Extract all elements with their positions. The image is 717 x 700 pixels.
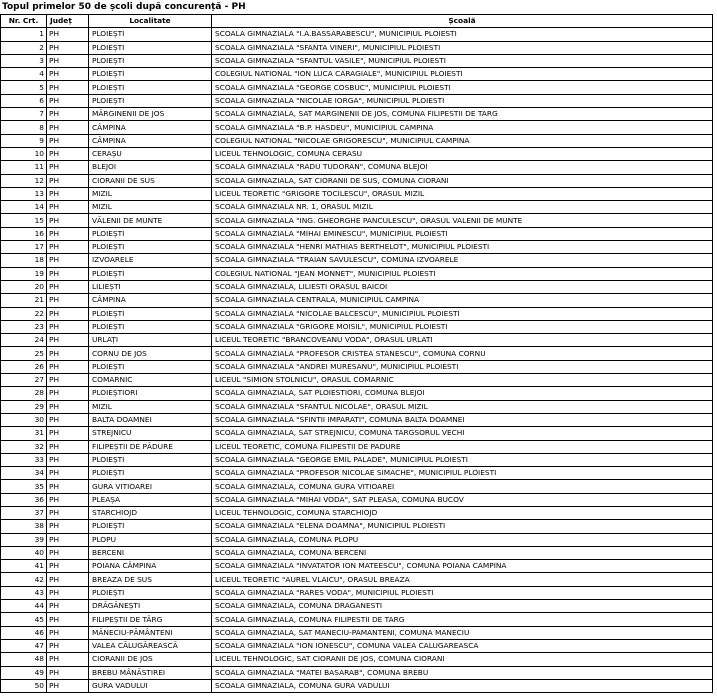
cell-nr: 21: [1, 294, 47, 307]
table-row: [1, 613, 713, 626]
cell-localitate: PLOIEȘTI: [89, 241, 212, 254]
cell-judet: PH: [47, 467, 89, 480]
cell-scoala: SCOALA GIMNAZIALA "HENRI MATHIAS BERTHELOT", MUNICIPIUL PLOIESTI: [212, 241, 713, 254]
cell-localitate: CORNU DE JOS: [89, 347, 212, 360]
table-row: [1, 467, 713, 480]
cell-localitate: IZVOARELE: [89, 254, 212, 267]
cell-nr: 48: [1, 653, 47, 666]
cell-nr: 22: [1, 307, 47, 320]
cell-nr: 7: [1, 108, 47, 121]
cell-nr: 1: [1, 28, 47, 41]
cell-localitate: BERCENI: [89, 546, 212, 559]
cell-localitate: MIZIL: [89, 201, 212, 214]
cell-scoala: SCOALA GIMNAZIALA "SFANTA VINERI", MUNICIPIUL PLOIESTI: [212, 41, 713, 54]
cell-judet: PH: [47, 679, 89, 692]
table-row: [1, 586, 713, 599]
table-row: [1, 294, 713, 307]
table-row: [1, 400, 713, 413]
cell-scoala: COLEGIUL NATIONAL "JEAN MONNET", MUNICIPIUL PLOIESTI: [212, 267, 713, 280]
cell-scoala: SCOALA GIMNAZIALA, SAT CIORANII DE SUS, COMUNA CIORANI: [212, 174, 713, 187]
cell-scoala: SCOALA GIMNAZIALA "RARES VODA", MUNICIPIUL PLOIESTI: [212, 586, 713, 599]
cell-scoala: COLEGIUL NATIONAL "ION LUCA CARAGIALE", MUNICIPIUL PLOIESTI: [212, 68, 713, 81]
cell-localitate: PLOIEȘTIORI: [89, 387, 212, 400]
cell-scoala: SCOALA GIMNAZIALA "B.P. HASDEU", MUNICIPIUL CAMPINA: [212, 121, 713, 134]
cell-scoala: SCOALA GIMNAZIALA, COMUNA DRAGANESTI: [212, 600, 713, 613]
table-row: [1, 320, 713, 333]
cell-scoala: SCOALA GIMNAZIALA "ANDREI MURESANU", MUNICIPIUL PLOIESTI: [212, 360, 713, 373]
cell-scoala: LICEUL TEHNOLOGIC, COMUNA STARCHIOJD: [212, 506, 713, 519]
cell-scoala: SCOALA GIMNAZIALA "SFINTII IMPARATI", COMUNA BALTA DOAMNEI: [212, 413, 713, 426]
table-row: [1, 41, 713, 54]
cell-judet: PH: [47, 360, 89, 373]
cell-judet: PH: [47, 639, 89, 652]
cell-scoala: SCOALA GIMNAZIALA "TRAIAN SAVULESCU", COMUNA IZVOARELE: [212, 254, 713, 267]
table-row: [1, 214, 713, 227]
cell-scoala: SCOALA GIMNAZIALA "RADU TUDORAN", COMUNA BLEJOI: [212, 161, 713, 174]
cell-localitate: FILIPEȘTII DE PĂDURE: [89, 440, 212, 453]
header-localitate: Localitate: [89, 15, 212, 28]
cell-localitate: POIANA CÂMPINA: [89, 560, 212, 573]
cell-judet: PH: [47, 666, 89, 679]
cell-judet: PH: [47, 174, 89, 187]
cell-localitate: STREJNICU: [89, 427, 212, 440]
cell-judet: PH: [47, 453, 89, 466]
cell-scoala: LICEUL TEORETIC "AUREL VLAICU", ORASUL BREAZA: [212, 573, 713, 586]
cell-judet: PH: [47, 653, 89, 666]
cell-scoala: SCOALA GIMNAZIALA, SAT MANECIU-PAMANTENI, COMUNA MANECIU: [212, 626, 713, 639]
cell-judet: PH: [47, 533, 89, 546]
cell-judet: PH: [47, 54, 89, 67]
cell-nr: 5: [1, 81, 47, 94]
cell-judet: PH: [47, 108, 89, 121]
cell-judet: PH: [47, 320, 89, 333]
table-row: [1, 54, 713, 67]
cell-scoala: LICEUL TEORETIC, COMUNA FILIPESTII DE PADURE: [212, 440, 713, 453]
cell-judet: PH: [47, 400, 89, 413]
cell-scoala: SCOALA GIMNAZIALA "GRIGORE MOISIL", MUNICIPIUL PLOIESTI: [212, 320, 713, 333]
table-row: [1, 307, 713, 320]
cell-localitate: PLOIEȘTI: [89, 360, 212, 373]
cell-localitate: PLOIEȘTI: [89, 467, 212, 480]
table-row: [1, 666, 713, 679]
cell-nr: 40: [1, 546, 47, 559]
cell-scoala: SCOALA GIMNAZIALA, COMUNA FILIPESTII DE TARG: [212, 613, 713, 626]
cell-localitate: BALTA DOAMNEI: [89, 413, 212, 426]
table-row: [1, 134, 713, 147]
cell-nr: 29: [1, 400, 47, 413]
cell-judet: PH: [47, 480, 89, 493]
cell-nr: 33: [1, 453, 47, 466]
cell-judet: PH: [47, 573, 89, 586]
cell-judet: PH: [47, 68, 89, 81]
cell-nr: 46: [1, 626, 47, 639]
table-row: [1, 533, 713, 546]
table-row: [1, 161, 713, 174]
cell-nr: 8: [1, 121, 47, 134]
cell-localitate: FILIPEȘTII DE TÂRG: [89, 613, 212, 626]
header-nr: Nr. Crt.: [1, 15, 47, 28]
cell-scoala: SCOALA GIMNAZIALA, SAT MARGINENII DE JOS, COMUNA FILIPESTII DE TARG: [212, 108, 713, 121]
cell-judet: PH: [47, 94, 89, 107]
cell-localitate: URLAȚI: [89, 334, 212, 347]
table-row: [1, 573, 713, 586]
cell-scoala: SCOALA GIMNAZIALA "INVATATOR ION MATEESCU", COMUNA POIANA CAMPINA: [212, 560, 713, 573]
cell-localitate: MIZIL: [89, 400, 212, 413]
cell-localitate: CÂMPINA: [89, 134, 212, 147]
cell-nr: 30: [1, 413, 47, 426]
cell-scoala: SCOALA GIMNAZIALA CENTRALA, MUNICIPIUL CAMPINA: [212, 294, 713, 307]
cell-judet: PH: [47, 413, 89, 426]
table-body: [1, 28, 713, 693]
cell-localitate: LILIEȘTI: [89, 280, 212, 293]
table-row: [1, 679, 713, 692]
cell-localitate: CIORANII DE JOS: [89, 653, 212, 666]
cell-localitate: PLEAȘA: [89, 493, 212, 506]
cell-nr: 18: [1, 254, 47, 267]
cell-localitate: PLOIEȘTI: [89, 28, 212, 41]
table-header-row: [1, 15, 713, 28]
cell-nr: 37: [1, 506, 47, 519]
cell-localitate: GURA VITIOAREI: [89, 480, 212, 493]
cell-scoala: SCOALA GIMNAZIALA NR. 1, ORASUL MIZIL: [212, 201, 713, 214]
cell-scoala: SCOALA GIMNAZIALA, LILIESTI ORASUL BAICOI: [212, 280, 713, 293]
table-row: [1, 227, 713, 240]
table-row: [1, 280, 713, 293]
table-row: [1, 68, 713, 81]
cell-judet: PH: [47, 161, 89, 174]
table-row: [1, 254, 713, 267]
table-row: [1, 347, 713, 360]
table-row: [1, 360, 713, 373]
table-row: [1, 480, 713, 493]
cell-localitate: PLOIEȘTI: [89, 307, 212, 320]
cell-localitate: PLOIEȘTI: [89, 227, 212, 240]
header-scoala: Școală: [212, 15, 713, 28]
table-row: [1, 187, 713, 200]
cell-scoala: SCOALA GIMNAZIALA, COMUNA BERCENI: [212, 546, 713, 559]
table-row: [1, 387, 713, 400]
table-row: [1, 267, 713, 280]
cell-nr: 28: [1, 387, 47, 400]
cell-judet: PH: [47, 294, 89, 307]
cell-nr: 44: [1, 600, 47, 613]
table-row: [1, 600, 713, 613]
table-row: [1, 440, 713, 453]
cell-nr: 3: [1, 54, 47, 67]
cell-nr: 23: [1, 320, 47, 333]
cell-nr: 34: [1, 467, 47, 480]
cell-judet: PH: [47, 187, 89, 200]
cell-judet: PH: [47, 560, 89, 573]
cell-nr: 16: [1, 227, 47, 240]
cell-nr: 6: [1, 94, 47, 107]
cell-scoala: SCOALA GIMNAZIALA "I.A.BASSARABESCU", MUNICIPIUL PLOIESTI: [212, 28, 713, 41]
table-row: [1, 653, 713, 666]
table-row: [1, 374, 713, 387]
cell-localitate: PLOIEȘTI: [89, 520, 212, 533]
cell-nr: 13: [1, 187, 47, 200]
cell-judet: PH: [47, 201, 89, 214]
cell-judet: PH: [47, 626, 89, 639]
table-row: [1, 506, 713, 519]
cell-localitate: MĂRGINENII DE JOS: [89, 108, 212, 121]
table-row: [1, 334, 713, 347]
table-row: [1, 639, 713, 652]
cell-scoala: SCOALA GIMNAZIALA, COMUNA PLOPU: [212, 533, 713, 546]
cell-localitate: COMARNIC: [89, 374, 212, 387]
cell-judet: PH: [47, 374, 89, 387]
cell-localitate: PLOIEȘTI: [89, 94, 212, 107]
cell-nr: 43: [1, 586, 47, 599]
cell-scoala: SCOALA GIMNAZIALA "GEORGE EMIL PALADE", MUNICIPIUL PLOIESTI: [212, 453, 713, 466]
cell-judet: PH: [47, 493, 89, 506]
page-title: Topul primelor 50 de școli după concurență - PH: [2, 2, 246, 12]
cell-judet: PH: [47, 267, 89, 280]
cell-localitate: PLOIEȘTI: [89, 41, 212, 54]
cell-localitate: PLOIEȘTI: [89, 54, 212, 67]
cell-nr: 2: [1, 41, 47, 54]
cell-scoala: SCOALA GIMNAZIALA, COMUNA GURA VADULUI: [212, 679, 713, 692]
cell-scoala: SCOALA GIMNAZIALA "PROFESOR CRISTEA STANESCU", COMUNA CORNU: [212, 347, 713, 360]
cell-scoala: SCOALA GIMNAZIALA, COMUNA GURA VITIOAREI: [212, 480, 713, 493]
cell-judet: PH: [47, 520, 89, 533]
cell-nr: 9: [1, 134, 47, 147]
table-row: [1, 81, 713, 94]
table-row: [1, 626, 713, 639]
cell-nr: 39: [1, 533, 47, 546]
cell-localitate: PLOIEȘTI: [89, 68, 212, 81]
cell-scoala: LICEUL TEHNOLOGIC, SAT CIORANII DE JOS, COMUNA CIORANI: [212, 653, 713, 666]
cell-scoala: SCOALA GIMNAZIALA "ING. GHEORGHE PANCULESCU", ORASUL VALENII DE MUNTE: [212, 214, 713, 227]
table-row: [1, 453, 713, 466]
cell-localitate: GURA VADULUI: [89, 679, 212, 692]
cell-scoala: SCOALA GIMNAZIALA "GEORGE COSBUC", MUNICIPIUL PLOIESTI: [212, 81, 713, 94]
cell-judet: PH: [47, 28, 89, 41]
cell-judet: PH: [47, 613, 89, 626]
cell-judet: PH: [47, 41, 89, 54]
cell-nr: 35: [1, 480, 47, 493]
cell-localitate: PLOIEȘTI: [89, 320, 212, 333]
cell-nr: 38: [1, 520, 47, 533]
cell-localitate: BLEJOI: [89, 161, 212, 174]
cell-judet: PH: [47, 121, 89, 134]
header-judet: Județ: [47, 15, 89, 28]
table-row: [1, 121, 713, 134]
cell-scoala: SCOALA GIMNAZIALA, SAT STREJNICU, COMUNA TARGSORUL VECHI: [212, 427, 713, 440]
cell-scoala: LICEUL TEORETIC "BRANCOVEANU VODA", ORASUL URLATI: [212, 334, 713, 347]
cell-nr: 19: [1, 267, 47, 280]
table-row: [1, 560, 713, 573]
cell-scoala: SCOALA GIMNAZIALA "PROFESOR NICOLAE SIMACHE", MUNICIPIUL PLOIESTI: [212, 467, 713, 480]
cell-scoala: SCOALA GIMNAZIALA "NICOLAE IORGA", MUNICIPIUL PLOIESTI: [212, 94, 713, 107]
cell-localitate: CÂMPINA: [89, 121, 212, 134]
schools-table: [0, 14, 713, 693]
table-row: [1, 108, 713, 121]
cell-judet: PH: [47, 147, 89, 160]
cell-nr: 50: [1, 679, 47, 692]
cell-localitate: PLOIEȘTI: [89, 586, 212, 599]
cell-judet: PH: [47, 586, 89, 599]
cell-scoala: SCOALA GIMNAZIALA "SFANTUL VASILE", MUNICIPIUL PLOIESTI: [212, 54, 713, 67]
cell-nr: 31: [1, 427, 47, 440]
table-row: [1, 427, 713, 440]
cell-localitate: PLOPU: [89, 533, 212, 546]
cell-nr: 15: [1, 214, 47, 227]
cell-scoala: SCOALA GIMNAZIALA "ELENA DOAMNA", MUNICIPIUL PLOIESTI: [212, 520, 713, 533]
cell-localitate: VĂLENII DE MUNTE: [89, 214, 212, 227]
cell-nr: 27: [1, 374, 47, 387]
cell-localitate: PLOIEȘTI: [89, 453, 212, 466]
table-row: [1, 201, 713, 214]
cell-judet: PH: [47, 387, 89, 400]
cell-localitate: MIZIL: [89, 187, 212, 200]
cell-nr: 45: [1, 613, 47, 626]
cell-scoala: SCOALA GIMNAZIALA, SAT PLOIESTIORI, COMUNA BLEJOI: [212, 387, 713, 400]
cell-scoala: SCOALA GIMNAZIALA "MIHAI VODA", SAT PLEASA, COMUNA BUCOV: [212, 493, 713, 506]
table-row: [1, 546, 713, 559]
cell-nr: 4: [1, 68, 47, 81]
cell-localitate: CIORANII DE SUS: [89, 174, 212, 187]
cell-nr: 24: [1, 334, 47, 347]
table-row: [1, 520, 713, 533]
cell-localitate: PLOIEȘTI: [89, 81, 212, 94]
cell-judet: PH: [47, 254, 89, 267]
cell-nr: 12: [1, 174, 47, 187]
cell-localitate: VALEA CĂLUGĂREASCĂ: [89, 639, 212, 652]
cell-nr: 36: [1, 493, 47, 506]
cell-scoala: LICEUL "SIMION STOLNICU", ORASUL COMARNIC: [212, 374, 713, 387]
cell-nr: 14: [1, 201, 47, 214]
table-row: [1, 147, 713, 160]
table-row: [1, 413, 713, 426]
cell-scoala: SCOALA GIMNAZIALA "MATEI BASARAB", COMUNA BREBU: [212, 666, 713, 679]
cell-judet: PH: [47, 440, 89, 453]
table-row: [1, 241, 713, 254]
cell-localitate: STARCHIOJD: [89, 506, 212, 519]
cell-judet: PH: [47, 241, 89, 254]
cell-scoala: SCOALA GIMNAZIALA "ION IONESCU", COMUNA VALEA CALUGAREASCA: [212, 639, 713, 652]
cell-localitate: MĂNECIU-PĂMÂNTENI: [89, 626, 212, 639]
cell-nr: 41: [1, 560, 47, 573]
cell-scoala: COLEGIUL NATIONAL "NICOLAE GRIGORESCU", MUNICIPIUL CAMPINA: [212, 134, 713, 147]
cell-nr: 49: [1, 666, 47, 679]
cell-nr: 26: [1, 360, 47, 373]
cell-scoala: SCOALA GIMNAZIALA "MIHAI EMINESCU", MUNICIPIUL PLOIESTI: [212, 227, 713, 240]
cell-nr: 20: [1, 280, 47, 293]
cell-judet: PH: [47, 307, 89, 320]
cell-scoala: SCOALA GIMNAZIALA "SFANTUL NICOLAE", ORASUL MIZIL: [212, 400, 713, 413]
table-row: [1, 493, 713, 506]
cell-judet: PH: [47, 81, 89, 94]
cell-judet: PH: [47, 280, 89, 293]
cell-judet: PH: [47, 427, 89, 440]
cell-judet: PH: [47, 334, 89, 347]
cell-localitate: BREAZA DE SUS: [89, 573, 212, 586]
cell-nr: 42: [1, 573, 47, 586]
cell-scoala: LICEUL TEORETIC "GRIGORE TOCILESCU", ORASUL MIZIL: [212, 187, 713, 200]
cell-nr: 32: [1, 440, 47, 453]
cell-scoala: LICEUL TEHNOLOGIC, COMUNA CERASU: [212, 147, 713, 160]
cell-localitate: BREBU MÂNĂSTIREI: [89, 666, 212, 679]
cell-judet: PH: [47, 134, 89, 147]
cell-localitate: DRĂGĂNEȘTI: [89, 600, 212, 613]
cell-judet: PH: [47, 546, 89, 559]
cell-nr: 47: [1, 639, 47, 652]
cell-nr: 17: [1, 241, 47, 254]
cell-localitate: CERAȘU: [89, 147, 212, 160]
cell-judet: PH: [47, 347, 89, 360]
cell-scoala: SCOALA GIMNAZIALA "NICOLAE BALCESCU", MUNICIPIUL PLOIESTI: [212, 307, 713, 320]
cell-localitate: CÂMPINA: [89, 294, 212, 307]
cell-nr: 11: [1, 161, 47, 174]
cell-judet: PH: [47, 227, 89, 240]
cell-nr: 25: [1, 347, 47, 360]
cell-localitate: PLOIEȘTI: [89, 267, 212, 280]
cell-nr: 10: [1, 147, 47, 160]
table-row: [1, 94, 713, 107]
table-row: [1, 28, 713, 41]
table-row: [1, 174, 713, 187]
cell-judet: PH: [47, 214, 89, 227]
cell-judet: PH: [47, 600, 89, 613]
cell-judet: PH: [47, 506, 89, 519]
